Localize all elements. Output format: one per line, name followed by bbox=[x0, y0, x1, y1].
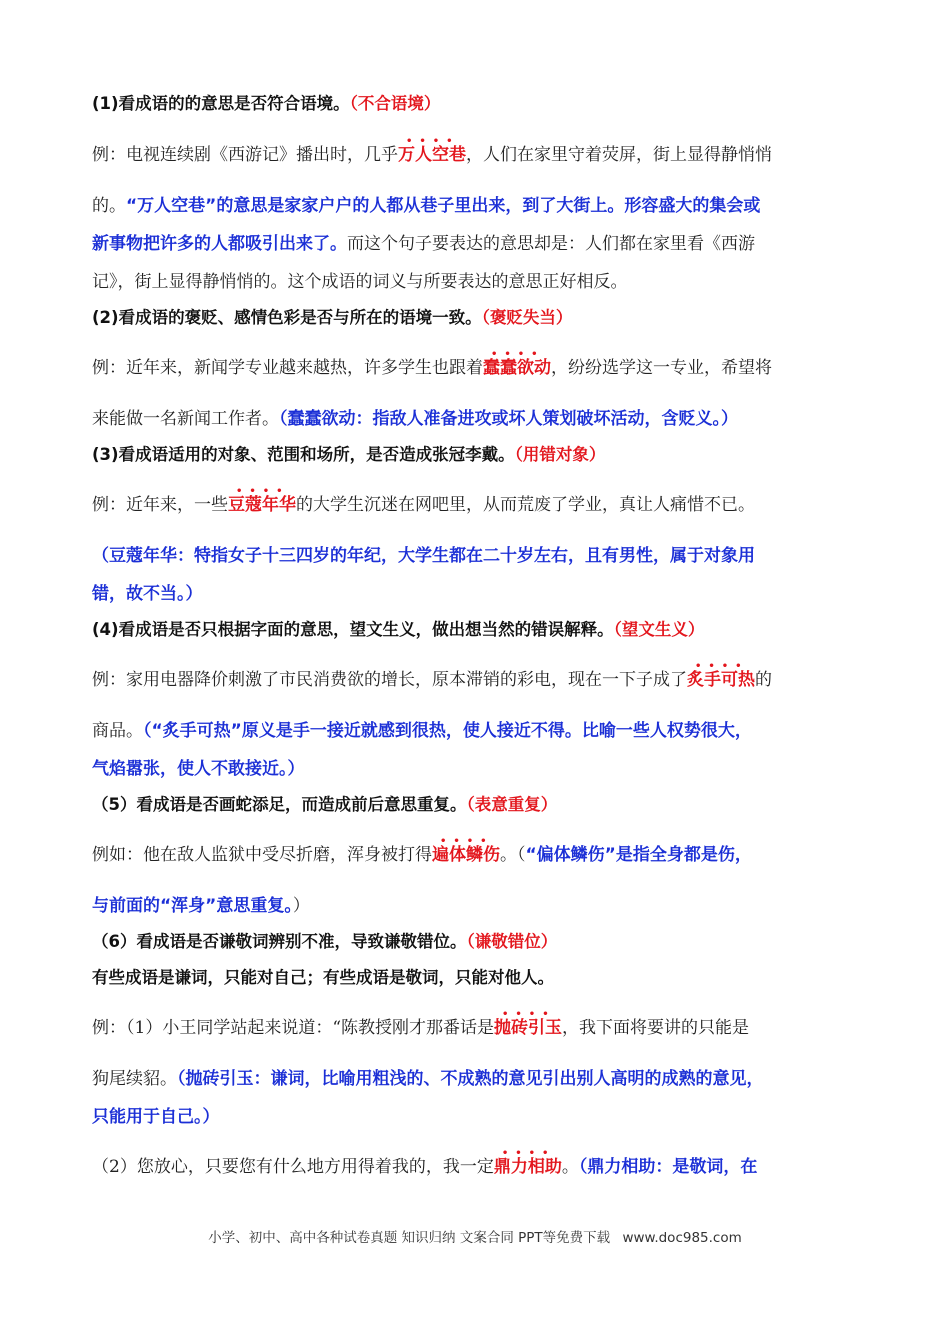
explanation: 气焰嚣张，使人不敢接近。） bbox=[92, 759, 305, 779]
heading-2-text: (2)看成语的褒贬、感情色彩是否与所在的语境一致。 bbox=[92, 308, 482, 327]
example-6-line-1 bbox=[92, 1016, 749, 1040]
explanation: 与前面的“浑身”意思重复。 bbox=[92, 896, 293, 916]
explanation: 新事物把许多的人都吸引出来了。 bbox=[92, 234, 347, 254]
heading-4-tag: （望文生义） bbox=[613, 620, 705, 639]
explanation: “万人空巷”的意思是家家户户的人都从巷子里出来，到了大街上。形容盛大的集会或 bbox=[126, 196, 761, 216]
idiom-highlight: •••• 万人空巷 bbox=[398, 145, 466, 165]
text: （2）您放心，只要您有什么地方用得着我的，我一定 bbox=[92, 1157, 494, 1177]
heading-2-tag: （褒贬失当） bbox=[481, 308, 573, 327]
heading-4-text: (4)看成语是否只根据字面的意思，望文生义，做出想当然的错误解释。 bbox=[92, 620, 614, 639]
explanation: 只能用于自己。） bbox=[92, 1107, 220, 1127]
text: 而这个句子要表达的意思却是：人们都在家里看《西游 bbox=[347, 234, 755, 254]
example-1-line-1 bbox=[92, 143, 772, 167]
idiom-highlight: •••• 遍体鳞伤 bbox=[432, 845, 500, 865]
example-2-line-1 bbox=[92, 356, 772, 380]
heading-5-text: （5）看成语是否画蛇添足，而造成前后意思重复。 bbox=[92, 795, 467, 814]
idiom-highlight: •••• 抛砖引玉 bbox=[494, 1018, 562, 1038]
heading-1 bbox=[92, 92, 440, 116]
example-4-line-2 bbox=[92, 719, 752, 743]
explanation: （蠢蠢欲动：指敌人准备进攻或坏人策划破坏活动，含贬义。） bbox=[279, 409, 738, 429]
idiom-highlight: •••• 豆蔻年华 bbox=[228, 495, 296, 515]
idiom-highlight: •••• 炙手可热 bbox=[687, 670, 755, 690]
example-1-line-2 bbox=[92, 194, 760, 218]
text: 例：近年来，新闻学专业越来越热，许多学生也跟着 bbox=[92, 358, 483, 378]
heading-4 bbox=[92, 618, 704, 642]
text: 例：电视连续剧《西游记》播出时，几乎 bbox=[92, 145, 398, 165]
text: ） bbox=[292, 896, 310, 916]
example-3-line-3 bbox=[92, 582, 203, 606]
explanation: 错，故不当。） bbox=[92, 584, 203, 604]
heading-6-text: （6）看成语是否谦敬词辨别不准，导致谦敬错位。 bbox=[92, 932, 467, 951]
example-4-line-3 bbox=[92, 757, 305, 781]
footer-link[interactable]: www.doc985.com bbox=[622, 1230, 742, 1246]
idiom-highlight: •••• 蠢蠢欲动 bbox=[483, 358, 551, 378]
heading-5 bbox=[92, 793, 557, 817]
example-1-line-4 bbox=[92, 270, 628, 294]
text: 例：家用电器降价刺激了市民消费欲的增长，原本滞销的彩电，现在一下子成了 bbox=[92, 670, 687, 690]
example-3-line-2 bbox=[92, 544, 755, 568]
heading-3 bbox=[92, 443, 605, 467]
text: 的。 bbox=[92, 196, 126, 216]
text: 商品。 bbox=[92, 721, 143, 741]
heading-3-tag: （用错对象） bbox=[514, 445, 606, 464]
example-3-line-1 bbox=[92, 493, 755, 517]
heading-5-tag: （表意重复） bbox=[466, 795, 558, 814]
text: 。 bbox=[561, 1157, 579, 1177]
example-4-line-1 bbox=[92, 668, 772, 692]
text: 来能做一名新闻工作者。 bbox=[92, 409, 279, 429]
heading-2 bbox=[92, 306, 572, 330]
text: 。（ bbox=[500, 845, 526, 865]
text: 的 bbox=[755, 670, 772, 690]
heading-6-tag: （谦敬错位） bbox=[466, 932, 558, 951]
text: ，人们在家里守着荧屏，街上显得静悄悄 bbox=[466, 145, 772, 165]
explanation: （豆蔻年华：特指女子十三四岁的年纪，大学生都在二十岁左右，且有男性，属于对象用 bbox=[92, 546, 755, 566]
text: 例如：他在敌人监狱中受尽折磨，浑身被打得 bbox=[92, 845, 432, 865]
explanation: （抛砖引玉：谦词，比喻用粗浅的、不成熟的意见引出别人高明的成熟的意见， bbox=[177, 1069, 764, 1089]
rule-line bbox=[92, 966, 554, 990]
text: 狗尾续貂。 bbox=[92, 1069, 177, 1089]
heading-1-text: (1)看成语的的意思是否符合语境。 bbox=[92, 94, 350, 113]
example-6-line-4 bbox=[92, 1155, 757, 1179]
text: ，我下面将要讲的只能是 bbox=[562, 1018, 750, 1038]
heading-3-text: (3)看成语适用的对象、范围和场所，是否造成张冠李戴。 bbox=[92, 445, 515, 464]
text: 的大学生沉迷在网吧里，从而荒废了学业，真让人痛惜不已。 bbox=[296, 495, 755, 515]
text: 例：近年来，一些 bbox=[92, 495, 228, 515]
explanation: （“炙手可热”原义是手一接近就感到很热，使人接近不得。比喻一些人权势很大， bbox=[143, 721, 752, 741]
explanation: （鼎力相助：是敬词，在 bbox=[578, 1157, 758, 1177]
example-5-line-1 bbox=[92, 843, 752, 867]
example-6-line-3 bbox=[92, 1105, 220, 1129]
explanation: “偏体鳞伤”是指全身都是伤， bbox=[525, 845, 752, 865]
heading-6 bbox=[92, 930, 557, 954]
text: 记》，街上显得静悄悄的。这个成语的词义与所要表达的意思正好相反。 bbox=[92, 272, 628, 292]
example-5-line-2 bbox=[92, 894, 310, 918]
footer-text: 小学、初中、高中各种试卷真题 知识归纳 文案合同 PPT等免费下载 bbox=[208, 1230, 611, 1246]
text: 例：（1）小王同学站起来说道：“陈教授刚才那番话是 bbox=[92, 1018, 495, 1038]
example-2-line-2 bbox=[92, 407, 738, 431]
example-1-line-3 bbox=[92, 232, 755, 256]
text: ，纷纷选学这一专业，希望将 bbox=[551, 358, 772, 378]
example-6-line-2 bbox=[92, 1067, 764, 1091]
rule-text: 有些成语是谦词，只能对自己；有些成语是敬词，只能对他人。 bbox=[92, 968, 554, 987]
heading-1-tag: （不合语境） bbox=[349, 94, 441, 113]
page-footer bbox=[0, 1226, 950, 1246]
idiom-highlight: •••• 鼎力相助 bbox=[494, 1157, 562, 1177]
